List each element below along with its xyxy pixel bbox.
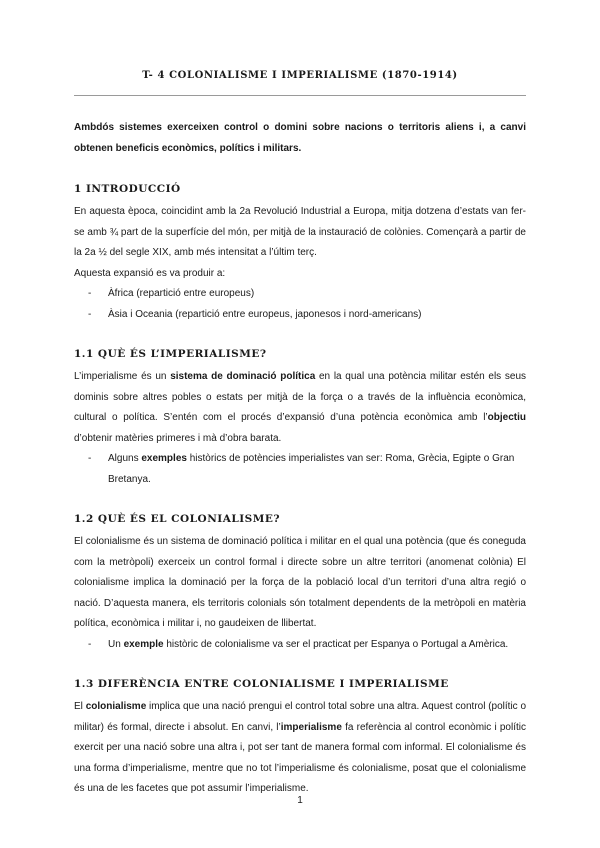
section-colonialisme xyxy=(74,511,526,655)
paragraph: L’imperialisme és un sistema de dominació política en la qual una potència militar estén els seus dominis sobre altres pobles o estats per mitjà de la força o a través de la influència econòmica, cultural o política. S’entén com el procés d’expansió d’una potència econòmica amb l’objectiu d’obtenir matèries primeres i mà d’obra barata. xyxy=(74,371,527,444)
section-heading: 1.2 QUÈ ÉS EL COLONIALISME? xyxy=(74,513,281,525)
page-number: 1 xyxy=(297,795,303,806)
document-title: T- 4 COLONIALISME I IMPERIALISME (1870-1914) xyxy=(142,70,458,81)
section-heading: 1 INTRODUCCIÓ xyxy=(74,183,181,195)
list-item: - Un exemple històric de colonialisme va ser el practicat per Espanya o Portugal a Amèrica. xyxy=(74,635,526,656)
expansion-list xyxy=(74,284,526,325)
paragraph: El colonialisme implica que una nació prengui el control total sobre una altra. Aquest control (polític o militar) és formal, directe i absolut. En canvi, l’imperialisme fa referència al control econòmic i polític exercit per una nació sobre una altra i, pot ser tant de manera formal com informal. El colonialisme és una forma d’imperialisme, mentre que no tot l’imperialisme és colonialisme, posat que el colonialisme és una de les facetes que pot assumir l’imperialisme. xyxy=(74,701,527,794)
list-item: - Àfrica (repartició entre europeus) xyxy=(74,284,526,305)
paragraph: En aquesta època, coincidint amb la 2a Revolució Industrial a Europa, mitja dotzena d’estats van fer-se amb ¾ part de la superfície del món, per mitjà de la instauració de colònies. Començarà a partir de la 2a ½ del segle XIX, amb més intensitat a l’últim terç. xyxy=(74,206,526,258)
list-item: - Alguns exemples històrics de potències imperialistes van ser: Roma, Grècia, Egipte o Gran Bretanya. xyxy=(74,449,526,490)
examples-list xyxy=(74,449,526,490)
paragraph: Aquesta expansió es va produir a: xyxy=(74,267,226,279)
examples-list xyxy=(74,635,526,656)
title-divider xyxy=(74,95,526,96)
section-imperialisme xyxy=(74,346,526,490)
section-heading: 1.1 QUÈ ÉS L’IMPERIALISME? xyxy=(74,348,267,360)
section-introduccio xyxy=(74,181,526,325)
intro-paragraph: Ambdós sistemes exerceixen control o domini sobre nacions o territoris aliens i, a canvi obtenen beneficis econòmics, polítics i militars. xyxy=(74,122,526,154)
section-heading: 1.3 DIFERÈNCIA ENTRE COLONIALISME I IMPERIALISME xyxy=(74,678,449,690)
document-body xyxy=(74,118,526,821)
paragraph: El colonialisme és un sistema de dominació política i militar en el qual una potència (que és coneguda com la metròpoli) exerceix un control formal i directe sobre un altre territori (anomenat colònia) El colonialisme implica la dominació per la força de la població local d’un territori d’una altra regió o nació. D’aquesta manera, els territoris colonials són totalment dependents de la metròpoli en matèria política, econòmica i militar i, no gaudeixen de llibertat. xyxy=(74,536,526,629)
list-item: - Àsia i Oceania (repartició entre europeus, japonesos i nord-americans) xyxy=(74,305,526,326)
section-diferencia xyxy=(74,676,526,800)
